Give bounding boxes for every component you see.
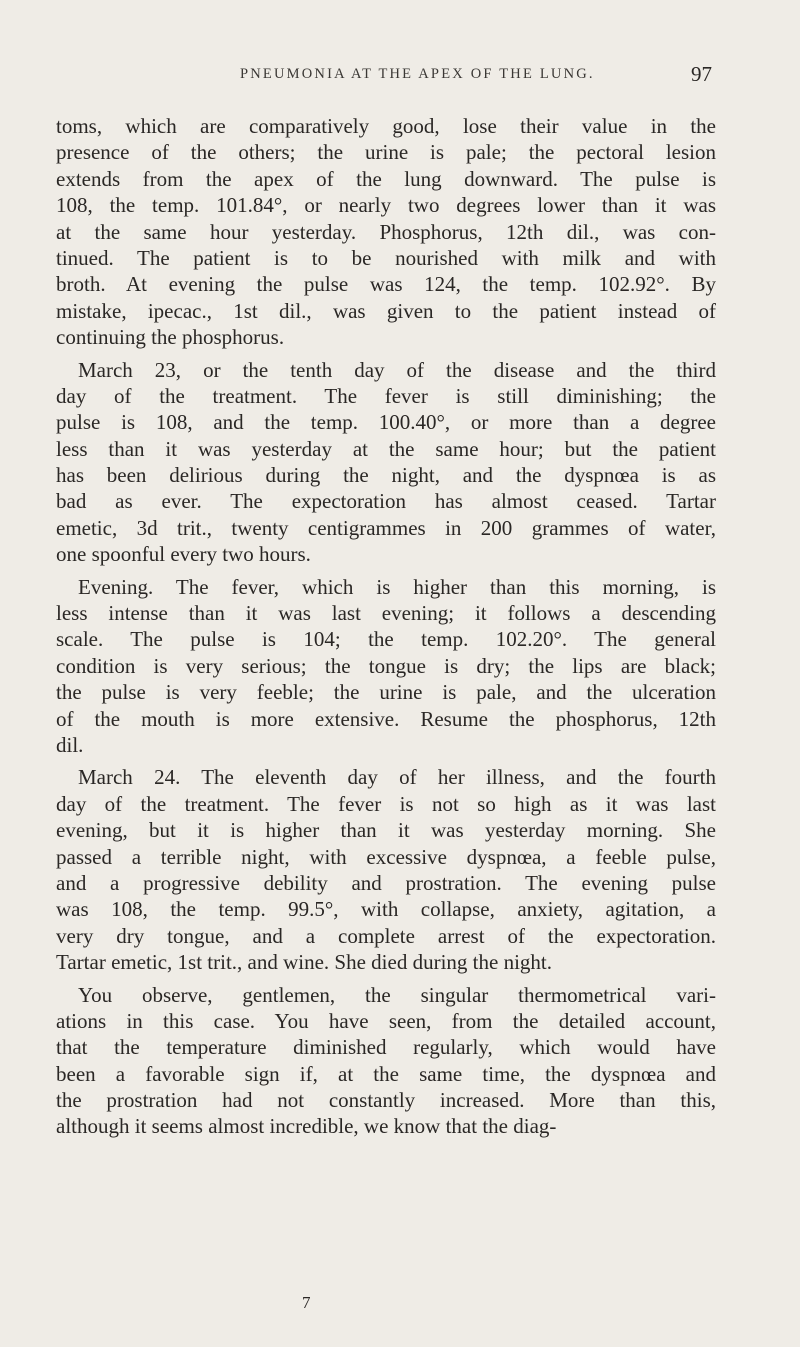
body-text xyxy=(56,113,716,1140)
paragraph xyxy=(56,574,716,759)
text-line: although it seems almost incredible, we know that the diag- xyxy=(56,1114,557,1139)
text-line: the pulse is very feeble; the urine is pale, and the ulceration xyxy=(56,680,716,705)
text-line: was 108, the temp. 99.5°, with collapse, anxiety, agitation, a xyxy=(56,897,716,922)
text-line: tinued. The patient is to be nourished with milk and with xyxy=(56,245,716,270)
text-line: passed a terrible night, with excessive dyspnœa, a feeble pulse, xyxy=(56,844,716,869)
text-line: continuing the phosphorus. xyxy=(56,325,285,350)
text-line: extends from the apex of the lung downward. The pulse is xyxy=(56,166,716,191)
text-line: mistake, ipecac., 1st dil., was given to the patient instead of xyxy=(56,298,716,323)
running-head: PNEUMONIA AT THE APEX OF THE LUNG. xyxy=(240,66,595,82)
text-line: has been delirious during the night, and the dyspnœa is as xyxy=(56,463,716,488)
text-line: day of the treatment. The fever is not so high as it was last xyxy=(56,791,716,816)
text-line: condition is very serious; the tongue is dry; the lips are black; xyxy=(56,653,716,678)
text-line: pulse is 108, and the temp. 100.40°, or more than a degree xyxy=(56,410,716,435)
text-line: the prostration had not constantly increased. More than this, xyxy=(56,1088,716,1113)
text-line: broth. At evening the pulse was 124, the temp. 102.92°. By xyxy=(56,272,716,297)
text-line: You observe, gentlemen, the singular thermometrical vari- xyxy=(78,982,716,1007)
text-line: day of the treatment. The fever is still diminishing; the xyxy=(56,383,716,408)
text-line: Tartar emetic, 1st trit., and wine. She died during the night. xyxy=(56,950,552,975)
text-line: one spoonful every two hours. xyxy=(56,542,311,567)
paragraph xyxy=(56,113,716,351)
text-line: evening, but it is higher than it was yesterday morning. She xyxy=(56,818,716,843)
page-header xyxy=(0,62,800,92)
text-line: March 24. The eleventh day of her illness, and the fourth xyxy=(78,765,716,790)
text-line: less intense than it was last evening; it follows a descending xyxy=(56,601,716,626)
text-line: toms, which are comparatively good, lose their value in the xyxy=(56,114,716,138)
text-line: and a progressive debility and prostration. The evening pulse xyxy=(56,870,716,895)
text-line: of the mouth is more extensive. Resume the phosphorus, 12th xyxy=(56,706,716,731)
text-line: been a favorable sign if, at the same time, the dyspnœa and xyxy=(56,1061,716,1086)
signature-mark: 7 xyxy=(302,1293,311,1312)
text-line: that the temperature diminished regularly, which would have xyxy=(56,1035,716,1060)
text-line: ations in this case. You have seen, from the detailed account, xyxy=(56,1008,716,1033)
paragraph xyxy=(56,764,716,975)
text-line: bad as ever. The expectoration has almost ceased. Tartar xyxy=(56,489,716,514)
text-line: emetic, 3d trit., twenty centigrammes in 200 grammes of water, xyxy=(56,515,716,540)
page-number: 97 xyxy=(691,62,712,86)
text-line: 108, the temp. 101.84°, or nearly two degrees lower than it was xyxy=(56,193,716,218)
text-line: March 23, or the tenth day of the disease and the third xyxy=(78,357,716,382)
text-line: dil. xyxy=(56,732,84,757)
text-line: very dry tongue, and a complete arrest of the expectoration. xyxy=(56,923,716,948)
text-line: scale. The pulse is 104; the temp. 102.20°. The general xyxy=(56,627,716,652)
text-line: less than it was yesterday at the same hour; but the patient xyxy=(56,436,716,461)
text-line: Evening. The fever, which is higher than this morning, is xyxy=(78,574,716,599)
paragraph xyxy=(56,357,716,568)
text-line: at the same hour yesterday. Phosphorus, 12th dil., was con- xyxy=(56,219,716,244)
text-line: presence of the others; the urine is pale; the pectoral lesion xyxy=(56,140,716,165)
paragraph xyxy=(56,982,716,1140)
